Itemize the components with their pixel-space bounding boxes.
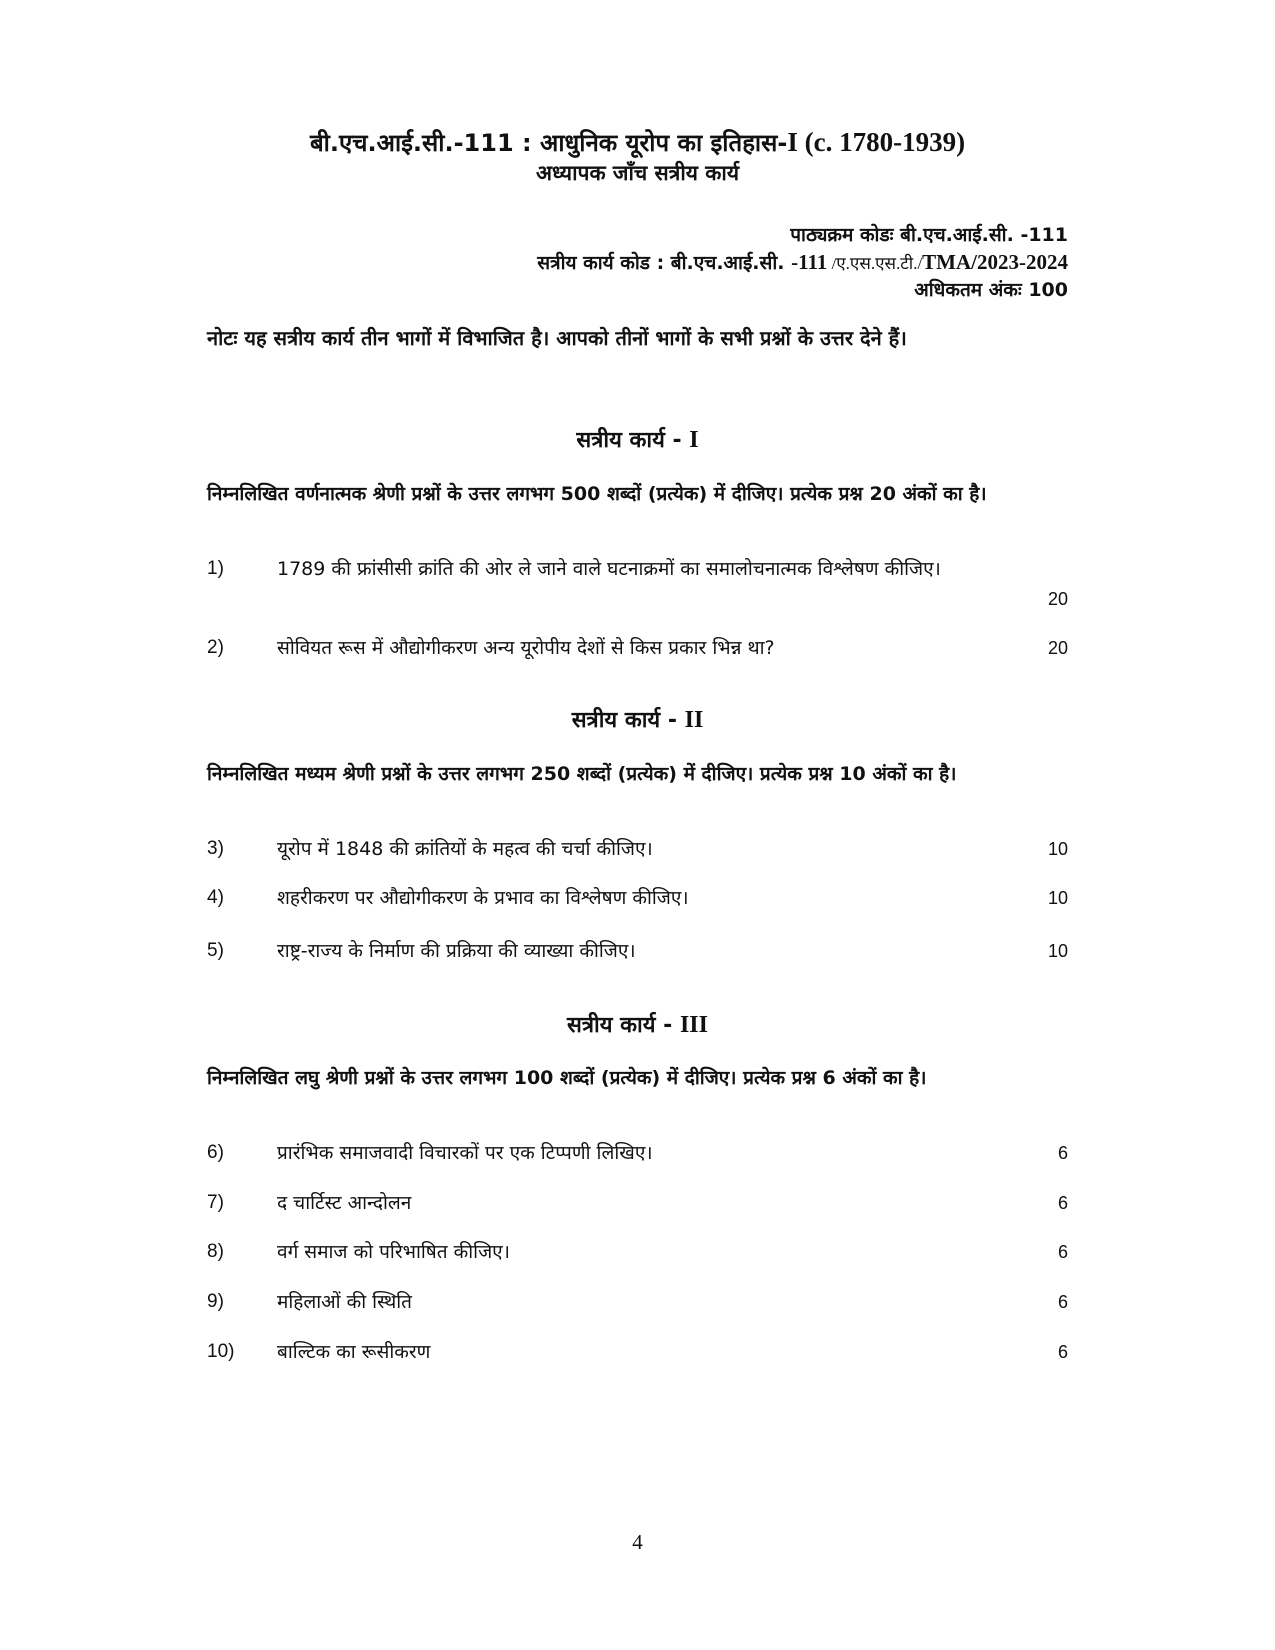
question-text: यूरोप में 1848 की क्रांतियों के महत्व की चर्चा कीजिए।	[277, 838, 653, 860]
question-text: 1789 की फ्रांसीसी क्रांति की ओर ले जाने वाले घटनाक्रमों का समालोचनात्मक विश्लेषण कीजिए।	[277, 558, 941, 580]
document-title	[0, 126, 1275, 159]
question-1	[207, 554, 1068, 614]
assignment-code-tail: TMA/2023-2024	[922, 250, 1068, 274]
question-text: शहरीकरण पर औद्योगीकरण के प्रभाव का विश्लेषण कीजिए।	[277, 887, 689, 909]
section-1-label: सत्रीय कार्य -	[576, 428, 690, 453]
title-prefix: बी.एच.आई.सी.-111 : आधुनिक यूरोप का इतिहास-	[309, 129, 788, 157]
course-code: पाठ्यक्रम कोडः बी.एच.आई.सी. -111	[790, 224, 1068, 246]
question-number: 5)	[207, 940, 224, 961]
assignment-code-num: -111	[791, 250, 828, 274]
question-marks: 6	[1057, 1342, 1068, 1362]
question-marks: 10	[1047, 941, 1068, 961]
question-number: 9)	[207, 1291, 224, 1312]
assignment-code	[537, 249, 1068, 277]
max-marks: अधिकतम अंकः 100	[914, 279, 1068, 301]
question-marks: 6	[1057, 1143, 1068, 1163]
question-7	[207, 1188, 1068, 1218]
question-9	[207, 1287, 1068, 1317]
note: नोटः यह सत्रीय कार्य तीन भागों में विभाजित है। आपको तीनों भागों के सभी प्रश्नों के उत्तर देने हैं।	[207, 326, 907, 350]
title-suffix: I (c. 1780-1939)	[787, 127, 966, 157]
section-1-roman: I	[689, 427, 699, 453]
question-number: 4)	[207, 887, 224, 908]
question-3	[207, 834, 1068, 864]
page-number: 4	[632, 1530, 643, 1554]
course-meta	[537, 222, 1068, 304]
question-number: 6)	[207, 1142, 224, 1163]
question-number: 8)	[207, 1241, 224, 1262]
section-3-roman: III	[679, 1012, 708, 1038]
question-8	[207, 1237, 1068, 1267]
question-5	[207, 936, 1068, 966]
question-6	[207, 1138, 1068, 1168]
question-marks: 10	[1047, 888, 1068, 908]
question-marks: 6	[1057, 1193, 1068, 1213]
section-3-instruction: निम्नलिखित लघु श्रेणी प्रश्नों के उत्तर लगभग 100 शब्दों (प्रत्येक) में दीजिए। प्रत्येक प्रश्न 6 अंकों का है।	[207, 1067, 927, 1089]
document-subtitle: अध्यापक जाँच सत्रीय कार्य	[535, 161, 740, 185]
question-marks: 6	[1057, 1292, 1068, 1312]
question-number: 3)	[207, 838, 224, 859]
section-3-label: सत्रीय कार्य -	[567, 1013, 680, 1038]
section-title-3	[0, 1010, 1275, 1041]
assignment-code-mid: /ए.एस.एस.टी./	[827, 254, 923, 273]
section-2-roman: II	[684, 707, 704, 733]
question-number: 7)	[207, 1192, 224, 1213]
section-1-instruction: निम्नलिखित वर्णनात्मक श्रेणी प्रश्नों के उत्तर लगभग 500 शब्दों (प्रत्येक) में दीजिए। प्रत्येक प्रश्न 20 अंकों का है।	[207, 483, 987, 505]
document-header	[0, 126, 1275, 187]
question-text: वर्ग समाज को परिभाषित कीजिए।	[277, 1241, 510, 1263]
question-marks: 20	[1047, 589, 1068, 609]
question-2	[207, 633, 1068, 663]
section-2-instruction: निम्नलिखित मध्यम श्रेणी प्रश्नों के उत्तर लगभग 250 शब्दों (प्रत्येक) में दीजिए। प्रत्येक प्रश्न 10 अंकों का है।	[207, 763, 957, 785]
section-title-1	[0, 425, 1275, 456]
question-marks: 20	[1047, 638, 1068, 658]
question-number: 1)	[207, 558, 224, 579]
question-number: 10)	[207, 1341, 235, 1362]
question-text: महिलाओं की स्थिति	[277, 1291, 413, 1313]
question-marks: 10	[1047, 839, 1068, 859]
question-4	[207, 883, 1068, 913]
section-title-2	[0, 705, 1275, 736]
question-text: प्रारंभिक समाजवादी विचारकों पर एक टिप्पणी लिखिए।	[277, 1142, 653, 1164]
question-text: द चार्टिस्ट आन्दोलन	[277, 1192, 412, 1214]
question-text: राष्ट्र-राज्य के निर्माण की प्रक्रिया की व्याख्या कीजिए।	[277, 940, 636, 962]
section-2-label: सत्रीय कार्य -	[571, 708, 685, 733]
question-marks: 6	[1057, 1242, 1068, 1262]
question-text: बाल्टिक का रूसीकरण	[277, 1341, 431, 1363]
assignment-code-label: सत्रीय कार्य कोड : बी.एच.आई.सी.	[537, 252, 792, 274]
question-number: 2)	[207, 637, 224, 658]
question-10	[207, 1337, 1068, 1367]
question-text: सोवियत रूस में औद्योगीकरण अन्य यूरोपीय देशों से किस प्रकार भिन्न था?	[277, 637, 775, 659]
